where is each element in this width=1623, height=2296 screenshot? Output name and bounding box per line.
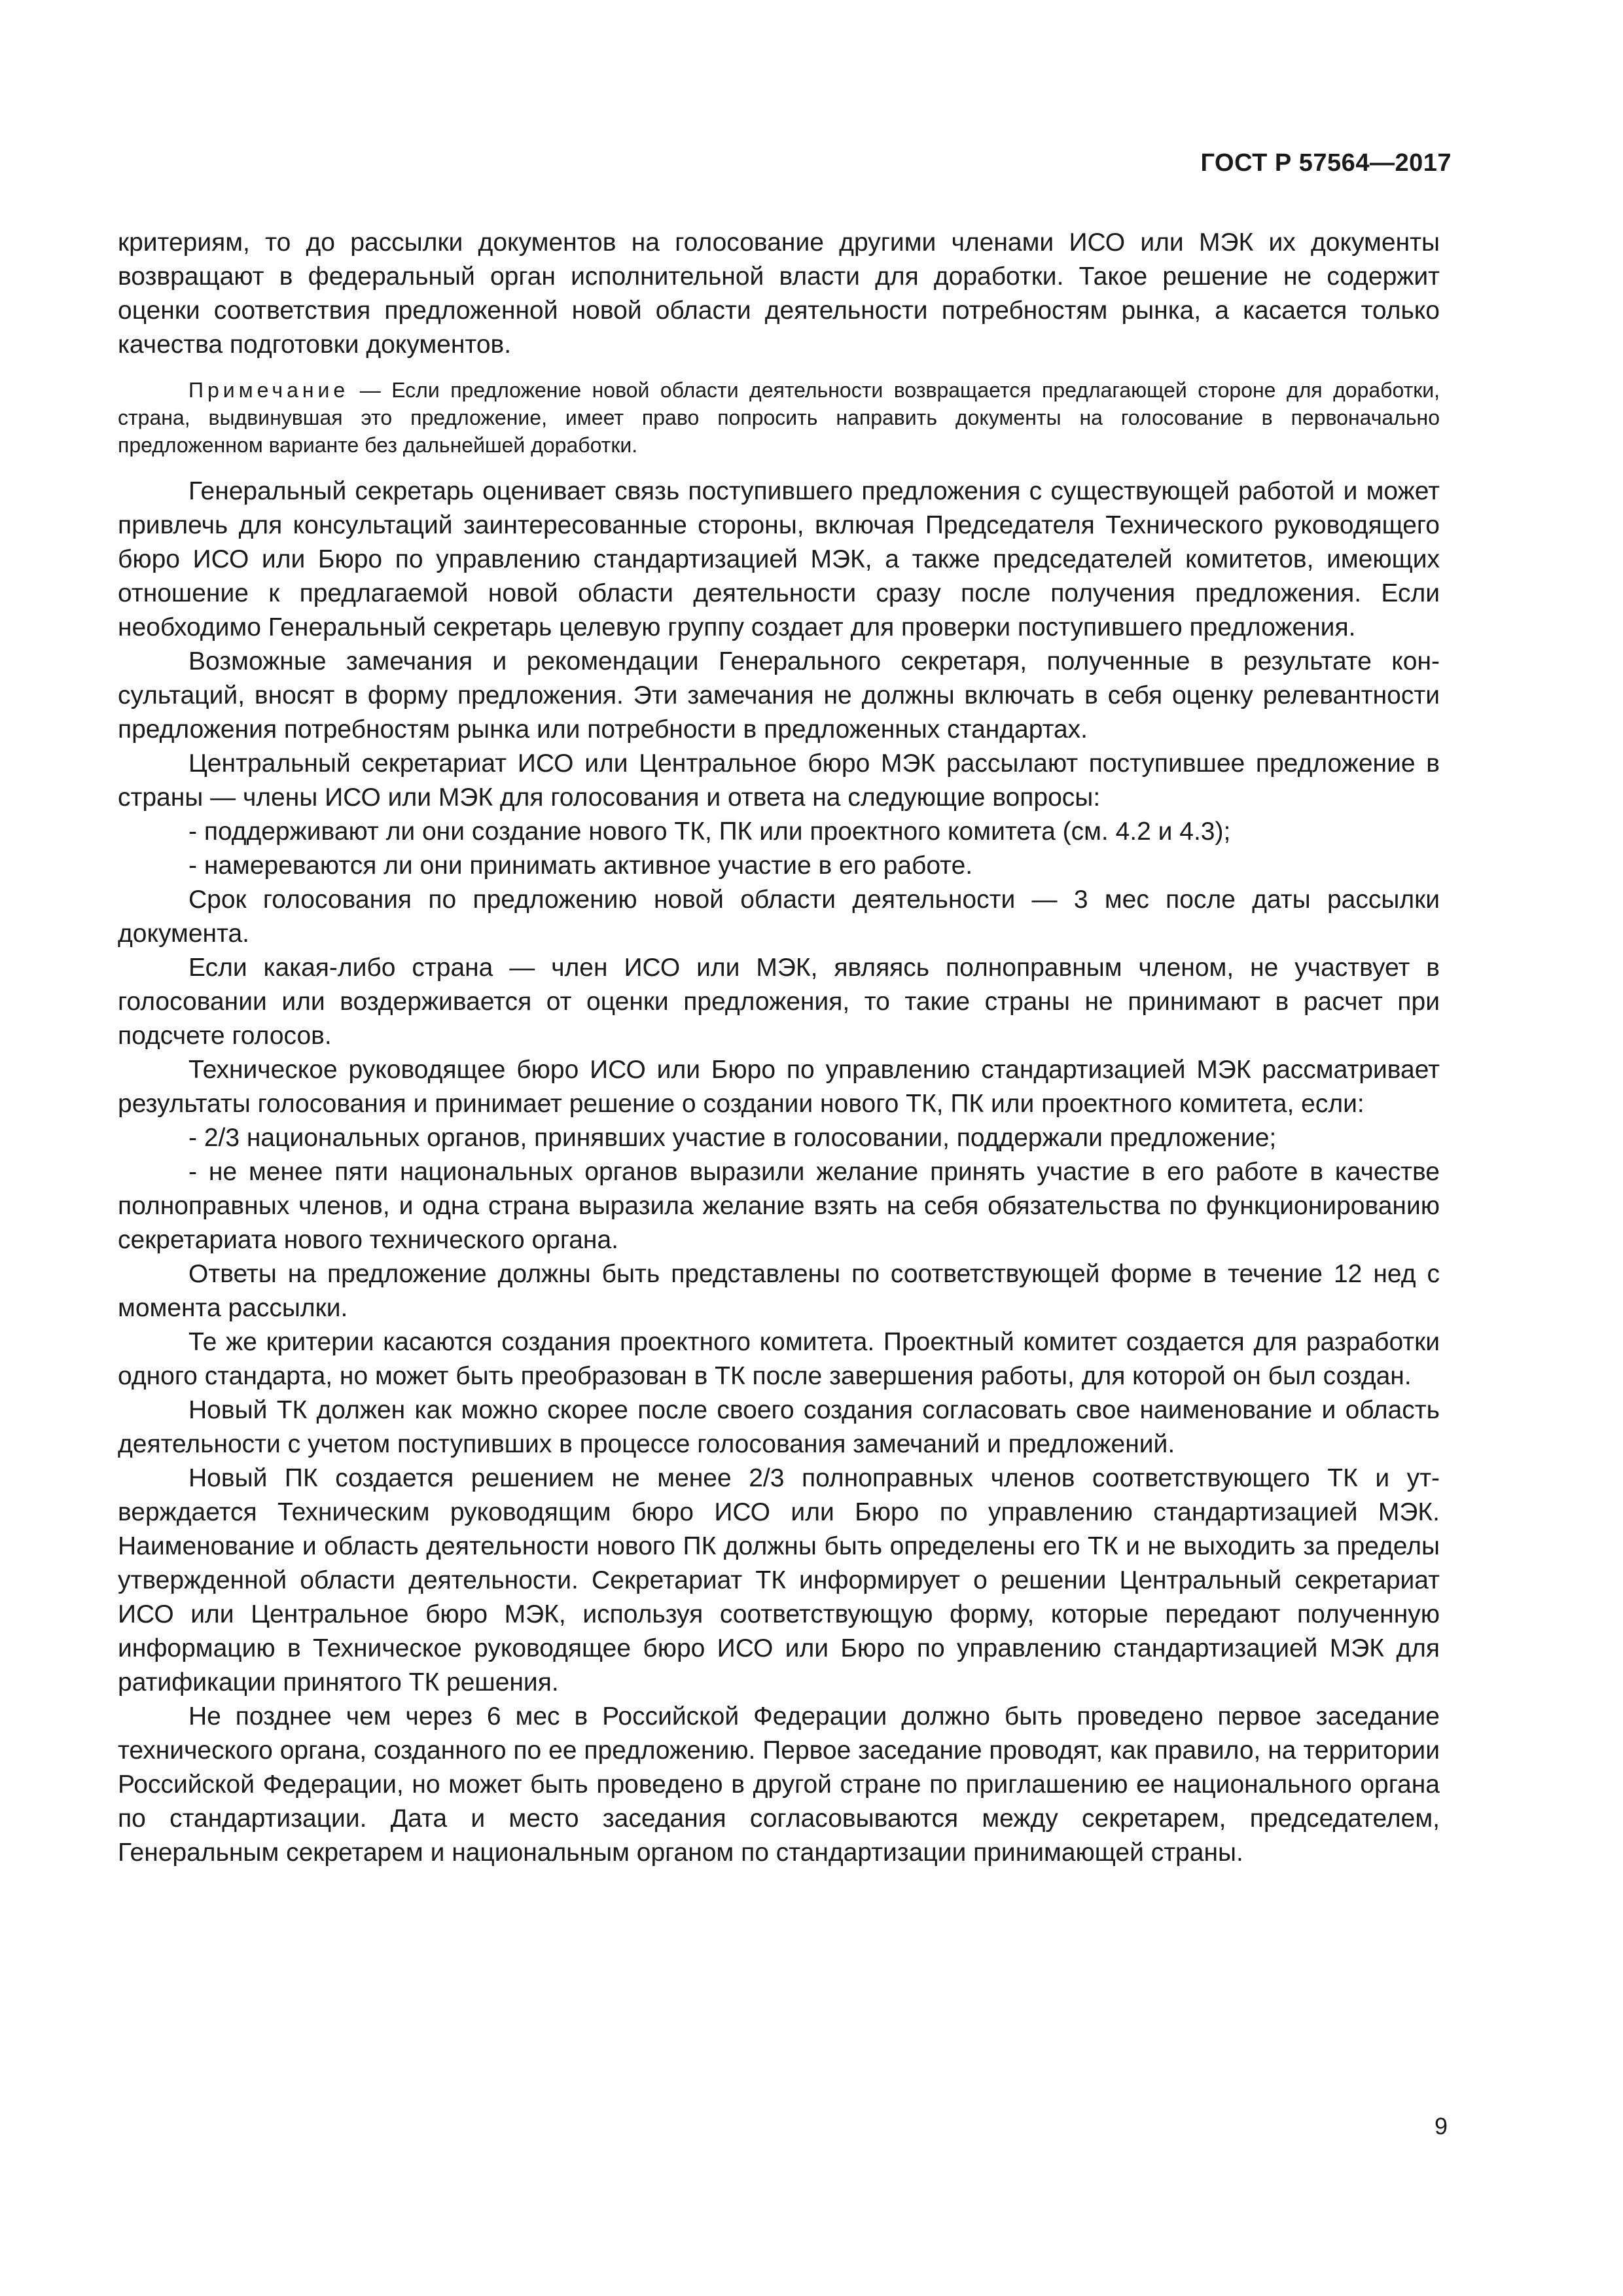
paragraph-new-tc: Новый ТК должен как можно скорее после своего создания согласовать свое наименование и область деятельности с учетом поступивших в процессе голосования замечаний и предложений.: [118, 1396, 1440, 1458]
list-item-two-thirds: - 2/3 национальных органов, принявших участие в голосовании, поддержали предложение;: [188, 1124, 1277, 1152]
list-item-five-members: - не менее пяти национальных органов выразили желание принять участие в его работе в качестве полноправных членов, и одна страна выразила желание взять на себя обязательства по функционированию секретариата нового технического органа.: [118, 1158, 1440, 1254]
document-body: [118, 226, 1440, 1870]
paragraph-answers-deadline: Ответы на предложение должны быть представлены по соответствующей форме в течение 12 нед с момента рассылки.: [118, 1260, 1440, 1322]
list-item-participation: - намереваются ли они принимать активное участие в его работе.: [188, 852, 973, 880]
note: [118, 376, 1440, 459]
paragraph-new-sc: Новый ПК создается решением не менее 2/3 полноправных членов соответствующего ТК и утверждается Техническим руководящим бюро ИСО или Бюро по управлению стандартизацией МЭК. Наименование и область деятельности нового ПК должны быть определены его ТК и не выходить за пределы утвержденной области деятельности. Секретариат ТК информирует о решении Центральный секретариат ИСО или Центральное бюро МЭК, используя соответствующую форму, которые передают полученную информацию в Техническое руководящее бюро ИСО или Бюро по управлению стандартизацией МЭК для ратификации принятого ТК решения.: [118, 1464, 1440, 1696]
paragraph-remarks: Возможные замечания и рекомендации Генерального секретаря, полученные в результате консультаций, вносят в форму предложения. Эти замечания не должны включать в себя оценку релевантности предложения потребностям рынка или потребности в предложенных стандартах.: [118, 647, 1440, 744]
note-label: Примечание: [188, 378, 349, 402]
paragraph-criteria: критериям, то до рассылки документов на голосование другими членами ИСО или МЭК их документы возвращают в федеральный орган исполнительной власти для доработки. Такое решение не содержит оценки соответствия предложенной новой области деятельности потребностям рынка, а касается только качества подготовки документов.: [118, 228, 1440, 359]
document-header: ГОСТ Р 57564—2017: [1200, 149, 1452, 177]
paragraph-abstention: Если какая-либо страна — член ИСО или МЭК, являясь полноправным членом, не участвует в голосовании или воздерживается от оценки предложения, то такие страны не принимают в расчет при подсчете голосов.: [118, 954, 1440, 1050]
paragraph-general-secretary: Генеральный секретарь оценивает связь поступившего предложения с существующей работой и может привлечь для консультаций заинтересованные стороны, включая Председателя Технического руководящего бюро ИСО или Бюро по управлению стандартизацией МЭК, а также председателей комитетов, имеющих отношение к предлагаемой новой области деятельности сразу после получения предложения. Если необходимо Генеральный секретарь целевую группу создает для проверки поступившего предложения.: [118, 477, 1440, 641]
note-text: — Если предложение новой области деятельности возвращается предлагающей стороне для доработки, страна, выдвинувшая это предложение, имеет право попросить направить документы на голосование в первоначально предложенном варианте без дальнейшей доработки.: [118, 378, 1440, 457]
page-number: 9: [1434, 2113, 1448, 2140]
paragraph-project-committee: Те же критерии касаются создания проектного комитета. Проектный комитет создается для разработки одного стандарта, но может быть преобразован в ТК после завершения работы, для которой он был создан.: [118, 1328, 1440, 1390]
list-item-support: - поддерживают ли они создание нового ТК, ПК или проектного комитета (см. 4.2 и 4.3);: [188, 817, 1231, 846]
paragraph-voting-period: Срок голосования по предложению новой области деятельности — 3 мес после даты рассылки документа.: [118, 886, 1440, 948]
paragraph-first-meeting: Не позднее чем через 6 мес в Российской Федерации должно быть проведено первое заседание технического органа, созданного по ее предложению. Первое заседание проводят, как правило, на территории Российской Федерации, но может быть проведено в другой стране по приглашению ее национального органа по стандартизации. Дата и место заседания согласовываются между секретарем, председателем, Генеральным секретарем и национальным органом по стандартизации принимающей страны.: [118, 1702, 1440, 1867]
paragraph-tmb-decision: Техническое руководящее бюро ИСО или Бюро по управлению стандартизацией МЭК рассматривает результаты голосования и принимает решение о создании нового ТК, ПК или проектного комитета, если:: [118, 1056, 1440, 1118]
paragraph-central-secretariat: Центральный секретариат ИСО или Центральное бюро МЭК рассылают поступившее предложение в страны — члены ИСО или МЭК для голосования и ответа на следующие вопросы:: [118, 749, 1440, 812]
